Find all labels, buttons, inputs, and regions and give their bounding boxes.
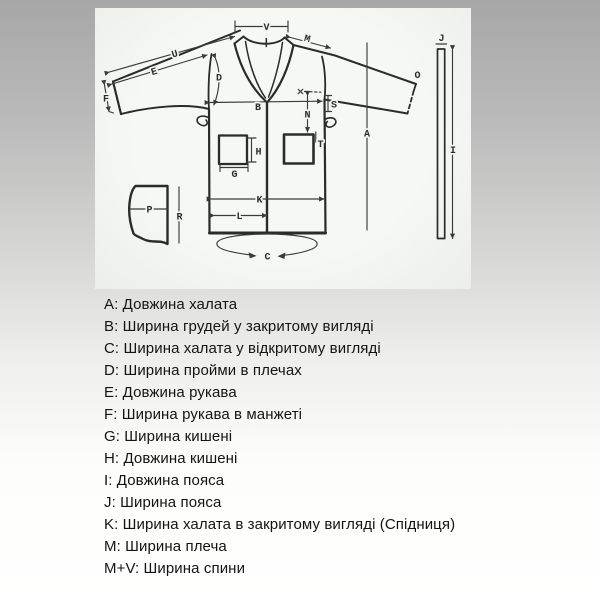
label-U: U [170,49,180,62]
legend-item-I: I: Довжина пояса [104,472,225,489]
back-collar-curve [244,37,285,44]
right-cuff-edge [414,84,416,91]
legend-item-B: B: Ширина грудей у закритому вигляді [104,318,374,335]
measurement-legend [104,294,574,580]
legend-item-M: M: Ширина плеча [104,538,227,555]
collar-left-horn [235,37,244,44]
label-S: S [330,100,338,112]
measurement-lines [102,21,453,259]
label-K: K [256,195,263,207]
right-cuff-dashed-edge [408,91,414,114]
label-O: O [414,71,421,82]
label-V: V [263,23,270,34]
right-lapel-inner-line [269,43,283,98]
measure-arrow-C-left [249,252,257,258]
label-J: J [438,34,445,45]
measure-foot-F [109,112,114,114]
legend-item-J: J: Ширина пояса [104,494,222,511]
label-H: H [255,147,262,159]
left-sleeve-under-edge [121,106,209,114]
label-M: M [302,33,312,47]
robe-measurement-diagram [95,8,471,289]
right-belt-loop [325,118,336,127]
label-A: A [363,129,371,141]
label-T: T [317,140,324,151]
legend-item-D: D: Ширина пройми в плечах [104,362,302,379]
collar-lapels [235,37,294,103]
legend-item-K: K: Ширина халата в закритому вигляді (Спідниця) [104,516,456,533]
label-L: L [236,211,243,223]
legend-item-F: F: Ширина рукава в манжеті [104,406,303,423]
legend-item-C: C: Ширина халата у відкритому вигляді [104,340,381,357]
label-P: P [146,205,153,217]
label-I: I [449,146,457,157]
label-N: N [304,110,311,122]
right-sleeve-top-edge [294,45,417,84]
label-C: C [264,252,271,264]
collar-right-horn [285,38,294,46]
legend-item-H: H: Довжина кишені [104,450,238,467]
measure-arrow-C-right [278,253,286,259]
label-D: D [215,73,223,85]
legend-item-MV: M+V: Ширина спини [104,560,246,577]
measure-line-B [210,101,323,102]
belt-piece [438,49,445,239]
legend-item-A: A: Довжина халата [104,296,238,313]
label-B: B [254,103,262,114]
right-armhole-seam [322,57,325,100]
label-R: R [176,212,183,224]
measure-dash-N [305,92,322,93]
legend-item-G: G: Ширина кишені [104,428,233,445]
left-armhole-seam [209,54,212,109]
measure-line-E [112,55,207,84]
left-belt-loop [197,116,208,126]
left-side-seam [209,109,210,233]
label-G: G [231,170,238,181]
robe-outline [113,31,445,245]
measure-xmark-N [298,89,303,93]
left-pocket [219,136,247,165]
right-pocket [284,135,314,164]
legend-item-E: E: Довжина рукава [104,384,237,401]
label-F: F [102,94,110,106]
label-E: E [150,66,160,80]
scanned-diagram-card [95,8,471,289]
left-cuff-edge [113,82,121,115]
